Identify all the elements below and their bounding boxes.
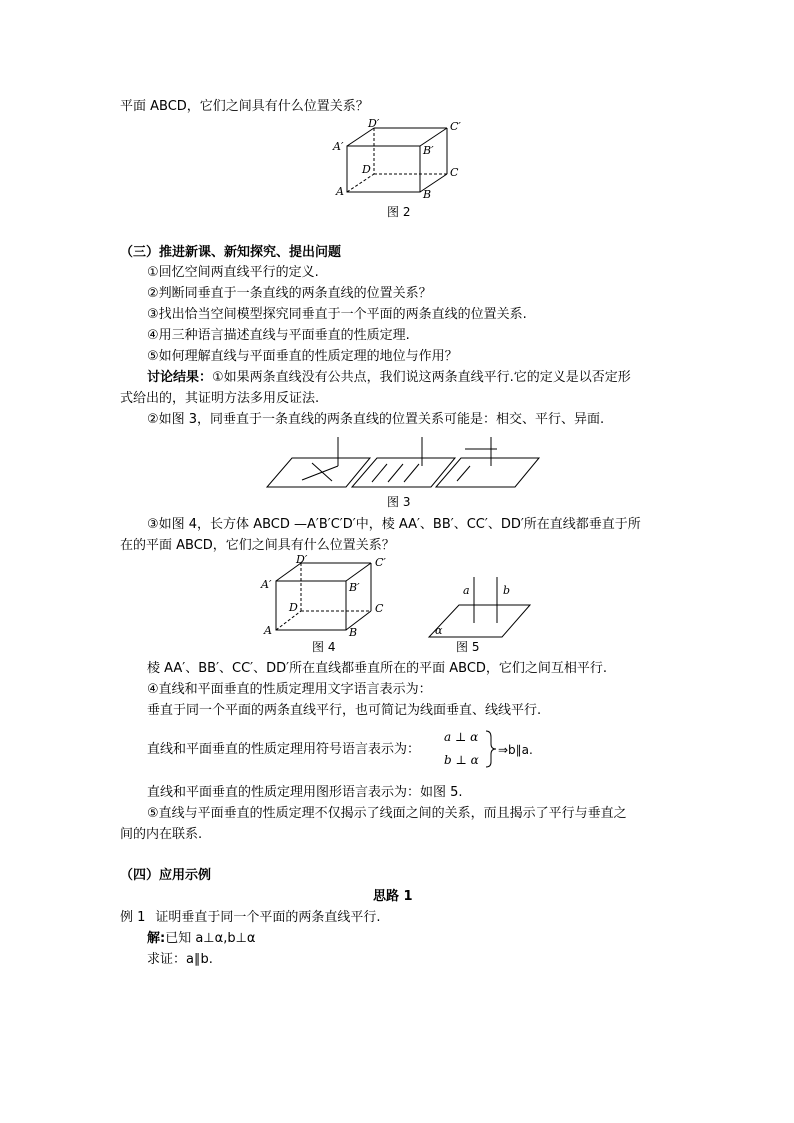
fig2-label: C′ xyxy=(450,120,461,133)
question-1: ①回忆空间两直线平行的定义. xyxy=(147,265,319,280)
figure-5-caption: 图 5 xyxy=(456,640,480,654)
fig5-label-a: a xyxy=(463,584,470,597)
fig5-label-b: b xyxy=(503,584,511,597)
fig2-label: B xyxy=(423,188,432,201)
question-5: ⑤如何理解直线与平面垂直的性质定理的地位与作用？ xyxy=(147,349,458,364)
symbol-intro: 直线和平面垂直的性质定理用符号语言表示为： xyxy=(147,742,421,757)
fig2-label: B′ xyxy=(423,144,434,157)
figure-2-caption: 图 2 xyxy=(387,205,411,219)
item-4-text: 垂直于同一个平面的两条直线平行，也可简记为线面垂直、线线平行. xyxy=(147,703,542,718)
fig4-label: D′ xyxy=(296,553,308,566)
solution-line xyxy=(147,930,255,948)
item-3-line-2: 在的平面 ABCD，它们之间具有什么位置关系？ xyxy=(120,538,395,553)
fig2-label: A′ xyxy=(333,140,344,153)
item-3-answer: 棱 AA′、BB′、CC′、DD′所在直线都垂直所在的平面 ABCD，它们之间互相平行. xyxy=(147,661,608,676)
symbol-line-2: b ⊥ α xyxy=(444,753,479,767)
fig4-label: C′ xyxy=(375,556,386,569)
item-4-intro: ④直线和平面垂直的性质定理用文字语言表示为： xyxy=(147,682,432,697)
question-2: ②判断同垂直于一条直线的两条直线的位置关系？ xyxy=(147,286,432,301)
figure-3-caption: 图 3 xyxy=(387,495,411,509)
example-1 xyxy=(120,909,381,927)
question-4: ④用三种语言描述直线与平面垂直的性质定理. xyxy=(147,328,410,343)
fig4-label: C xyxy=(375,602,384,615)
result-label: 讨论结果： xyxy=(147,370,213,385)
example-label: 例 1 xyxy=(120,910,146,925)
fig2-label: C xyxy=(450,166,459,179)
result-text: ①如果两条直线没有公共点，我们说这两条直线平行.它的定义是以否定形 xyxy=(212,370,631,385)
section-4-subheading: 思路 1 xyxy=(373,889,413,904)
section-3-heading: （三）推进新课、新知探究、提出问题 xyxy=(120,245,342,260)
fig2-label: D xyxy=(362,163,371,176)
fig4-label: D xyxy=(289,601,298,614)
example-text: 证明垂直于同一个平面的两条直线平行. xyxy=(155,910,381,925)
item-5-line-2: 间的内在联系. xyxy=(120,827,203,842)
intro-line: 平面 ABCD，它们之间具有什么位置关系？ xyxy=(120,99,369,114)
fig4-label: A xyxy=(264,624,272,637)
symbol-result: ⇒b∥a. xyxy=(498,743,533,757)
result-line-2: 式给出的，其证明方法多用反证法. xyxy=(120,391,320,406)
fig2-label: D′ xyxy=(368,117,380,130)
item-5-line-1: ⑤直线与平面垂直的性质定理不仅揭示了线面之间的关系，而且揭示了平行与垂直之 xyxy=(147,806,627,821)
fig5-label-alpha: α xyxy=(435,624,443,637)
item-3-line-1: ③如图 4，长方体 ABCD —A′B′C′D′中，棱 AA′、BB′、CC′、DD′所在直线都垂直于所 xyxy=(147,517,641,532)
fig4-label: B xyxy=(349,626,358,639)
solution-label: 解: xyxy=(147,931,166,946)
question-3: ③找出恰当空间模型探究同垂直于一个平面的两条直线的位置关系. xyxy=(147,307,527,322)
section-4-heading: （四）应用示例 xyxy=(120,868,212,883)
graph-language-text: 直线和平面垂直的性质定理用图形语言表示为：如图 5. xyxy=(147,785,463,800)
solution-text: 已知 a⊥α,b⊥α xyxy=(165,931,256,946)
fig4-label: A′ xyxy=(261,578,272,591)
fig2-label: A xyxy=(336,185,344,198)
figure-4-caption: 图 4 xyxy=(312,640,336,654)
prove-line: 求证：a∥b. xyxy=(147,952,213,967)
item-2-text: ②如图 3，同垂直于一条直线的两条直线的位置关系可能是：相交、平行、异面. xyxy=(147,412,605,427)
symbol-line-1: a ⊥ α xyxy=(444,730,479,744)
fig4-label: B′ xyxy=(349,581,360,594)
